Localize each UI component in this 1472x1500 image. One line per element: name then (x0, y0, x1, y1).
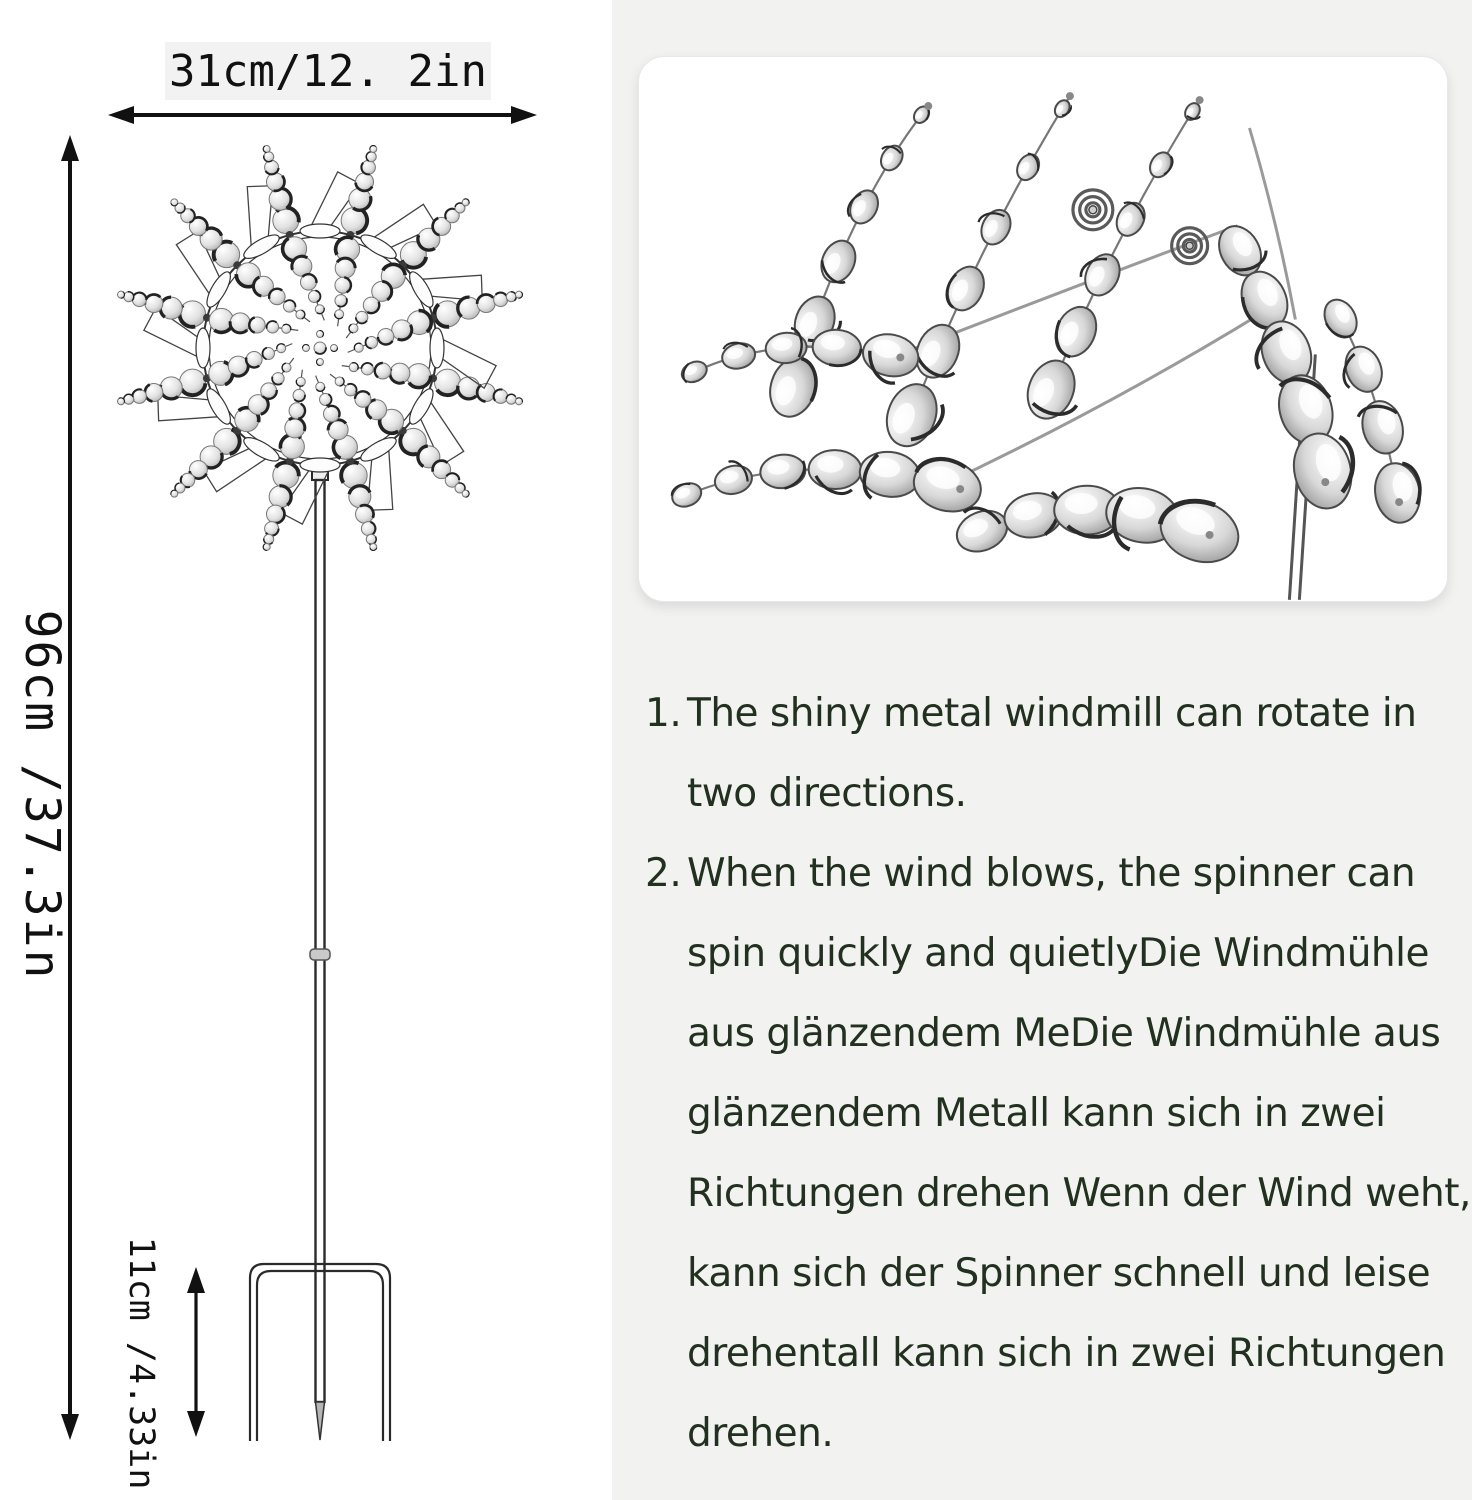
height-dimension-label: 96cm /37.3in (14, 609, 70, 981)
feature-item (645, 674, 1460, 834)
feature-text (687, 834, 1471, 1474)
feature-line: drehen. (687, 1411, 834, 1456)
spinner-closeup-photo (639, 57, 1447, 601)
stake-dimension-label: 11cm /4.33in (121, 1236, 161, 1490)
feature-line: drehentall kann sich in zwei Richtungen (687, 1331, 1446, 1376)
feature-line: The shiny metal windmill can rotate in (687, 691, 1417, 736)
feature-list (645, 674, 1471, 1474)
feature-number: 1. (645, 691, 682, 736)
feature-line: kann sich der Spinner schnell und leise (687, 1251, 1431, 1296)
feature-line: glänzendem Metall kann sich in zwei (687, 1091, 1386, 1136)
width-dimension-label (165, 42, 491, 100)
feature-item (645, 834, 1471, 1474)
feature-line: two directions. (687, 771, 967, 816)
feature-line: spin quickly and quietlyDie Windmühle (687, 931, 1429, 976)
feature-number: 2. (645, 851, 682, 896)
feature-line: aus glänzendem MeDie Windmühle aus (687, 1011, 1441, 1056)
windmill-dimension-diagram (0, 0, 612, 1500)
feature-text (687, 674, 1460, 834)
spinner-closeup-card (638, 56, 1448, 602)
width-dimension-text: 31cm/12. 2in (169, 45, 487, 97)
feature-line: Richtungen drehen Wenn der Wind weht, (687, 1171, 1471, 1216)
dimension-diagram-panel (0, 0, 612, 1500)
feature-line: When the wind blows, the spinner can (687, 851, 1416, 896)
